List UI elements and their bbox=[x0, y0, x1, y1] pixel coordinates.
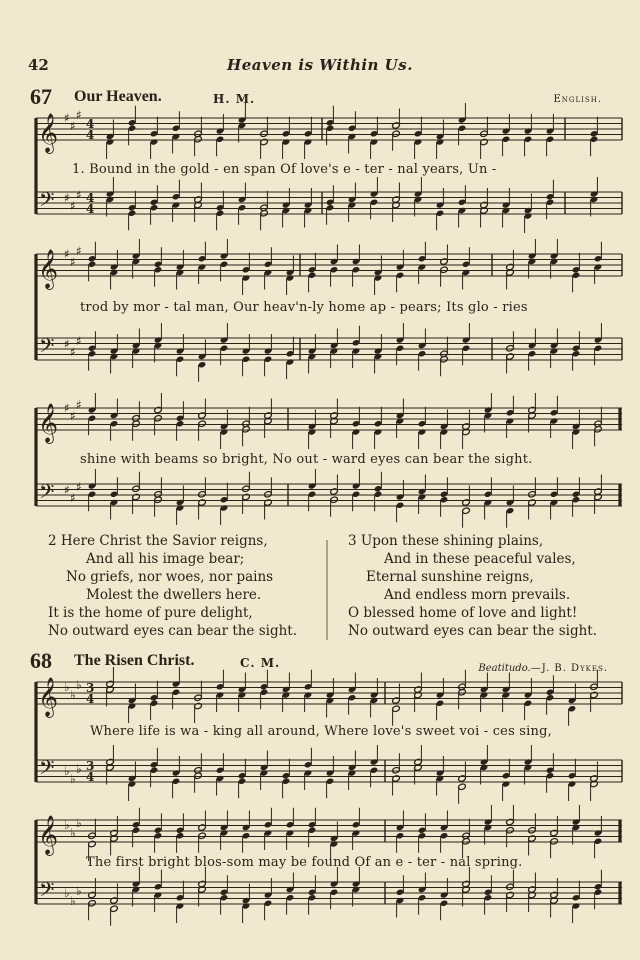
sharp-icon: ♯ bbox=[76, 188, 82, 202]
page-number: 42 bbox=[28, 56, 49, 74]
lyric-line: shine with beams so bright, No out - ward eyes can bear the sight. bbox=[80, 452, 533, 467]
flat-icon: ♭ bbox=[64, 680, 70, 694]
treble-clef-icon: 𝄞 bbox=[38, 249, 59, 289]
sharp-icon: ♯ bbox=[64, 191, 70, 205]
sharp-icon: ♯ bbox=[70, 345, 76, 359]
tune-name: Beatitudo. bbox=[478, 663, 531, 674]
hymn-meter: H. M. bbox=[213, 92, 256, 106]
time-signature: 4 bbox=[86, 128, 95, 142]
time-signature: 4 bbox=[86, 191, 95, 205]
flat-icon: ♭ bbox=[70, 688, 76, 702]
flat-icon: ♭ bbox=[64, 818, 70, 832]
flat-icon: ♭ bbox=[76, 678, 82, 692]
bass-clef-icon: 𝄢 bbox=[39, 334, 55, 362]
sharp-icon: ♯ bbox=[76, 480, 82, 494]
staff bbox=[36, 338, 622, 360]
bass-clef-icon: 𝄢 bbox=[39, 480, 55, 508]
stanza-line: O blessed home of love and light! bbox=[348, 605, 578, 621]
stanza-line: And endless morn prevails. bbox=[384, 587, 571, 603]
treble-clef-icon: 𝄞 bbox=[38, 403, 59, 443]
hymn-number: 67 bbox=[30, 84, 52, 109]
stanza-line: 2 Here Christ the Savior reigns, bbox=[48, 533, 268, 549]
sharp-icon: ♯ bbox=[76, 398, 82, 412]
treble-clef-icon: 𝄞 bbox=[38, 815, 59, 855]
flat-icon: ♭ bbox=[70, 894, 76, 908]
running-title: Heaven is Within Us. bbox=[227, 56, 413, 74]
page-header bbox=[0, 56, 640, 80]
flat-icon: ♭ bbox=[70, 772, 76, 786]
sharp-icon: ♯ bbox=[70, 119, 76, 133]
staff bbox=[36, 484, 622, 506]
hymn-number: 68 bbox=[30, 648, 52, 673]
bass-clef-icon: 𝄢 bbox=[39, 188, 55, 216]
time-signature: 3 bbox=[86, 681, 95, 695]
stanza-line: 3 Upon these shining plains, bbox=[348, 533, 544, 549]
hymn-title: The Risen Christ. bbox=[74, 652, 195, 669]
flat-icon: ♭ bbox=[76, 884, 82, 898]
time-signature: 4 bbox=[86, 117, 95, 131]
staff bbox=[36, 820, 622, 842]
stanza-line: No griefs, nor woes, nor pains bbox=[66, 569, 274, 585]
sharp-icon: ♯ bbox=[70, 409, 76, 423]
hymn-67-system-2 bbox=[0, 244, 640, 380]
stanza-3 bbox=[348, 532, 597, 640]
hymn-67-heading bbox=[28, 84, 612, 112]
sharp-icon: ♯ bbox=[70, 491, 76, 505]
time-signature: 4 bbox=[86, 692, 95, 706]
stanza-line: And all his image bear; bbox=[86, 551, 245, 567]
hymn-68-system-2 bbox=[0, 816, 640, 946]
stanza-line: Molest the dwellers here. bbox=[86, 587, 262, 603]
time-signature: 4 bbox=[86, 770, 95, 784]
sharp-icon: ♯ bbox=[76, 108, 82, 122]
stanza-divider bbox=[324, 540, 330, 640]
sharp-icon: ♯ bbox=[64, 337, 70, 351]
sharp-icon: ♯ bbox=[70, 199, 76, 213]
tune-name: English. bbox=[553, 94, 602, 105]
sharp-icon: ♯ bbox=[64, 483, 70, 497]
treble-clef-icon: 𝄞 bbox=[38, 113, 59, 153]
sharp-icon: ♯ bbox=[76, 244, 82, 258]
sharp-icon: ♯ bbox=[70, 255, 76, 269]
flat-icon: ♭ bbox=[64, 764, 70, 778]
sharp-icon: ♯ bbox=[76, 334, 82, 348]
treble-clef-icon: 𝄞 bbox=[38, 677, 59, 717]
flat-icon: ♭ bbox=[64, 886, 70, 900]
stanza-line: No outward eyes can bear the sight. bbox=[48, 623, 298, 639]
stanza-2 bbox=[48, 532, 297, 640]
stanza-line: And in these peaceful vales, bbox=[384, 551, 576, 567]
bass-clef-icon: 𝄢 bbox=[39, 878, 55, 906]
flat-icon: ♭ bbox=[76, 762, 82, 776]
flat-icon: ♭ bbox=[70, 826, 76, 840]
sharp-icon: ♯ bbox=[64, 111, 70, 125]
stanza-line: Eternal sunshine reigns, bbox=[366, 569, 534, 585]
sharp-icon: ♯ bbox=[64, 247, 70, 261]
hymn-title: Our Heaven. bbox=[74, 88, 162, 105]
bass-clef-icon: 𝄢 bbox=[39, 756, 55, 784]
composer-name: —J. B. Dykes. bbox=[530, 663, 608, 674]
time-signature: 3 bbox=[86, 759, 95, 773]
lyric-line: 1. Bound in the gold - en span Of love's e - ter - nal years, Un - bbox=[72, 162, 497, 177]
time-signature: 4 bbox=[86, 202, 95, 216]
hymn-meter: C. M. bbox=[240, 656, 281, 670]
lyric-line: trod by mor - tal man, Our heav'n-ly home ap - pears; Its glo - ries bbox=[80, 300, 528, 315]
lyric-line: The first bright blos-som may be found Of an e - ter - nal spring. bbox=[86, 855, 523, 870]
flat-icon: ♭ bbox=[76, 816, 82, 830]
stanza-line: It is the home of pure delight, bbox=[48, 605, 253, 621]
sharp-icon: ♯ bbox=[64, 401, 70, 415]
lyric-line: Where life is wa - king all around, Where love's sweet voi - ces sing, bbox=[90, 724, 552, 739]
stanza-line: No outward eyes can bear the sight. bbox=[348, 623, 598, 639]
